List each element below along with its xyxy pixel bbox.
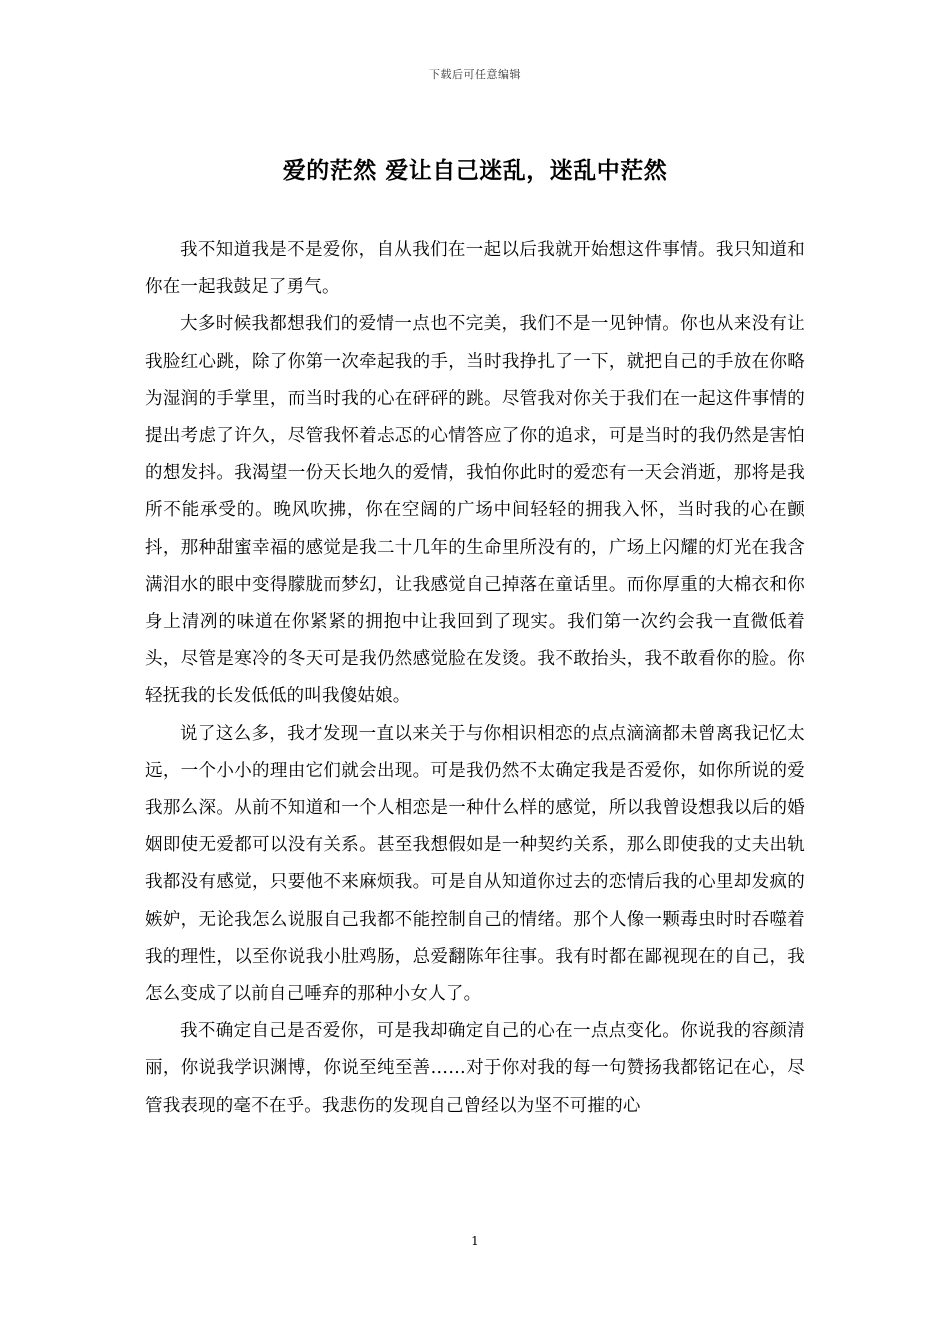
document-title: 爱的茫然 爱让自己迷乱，迷乱中茫然 bbox=[282, 158, 668, 184]
page-number: 1 bbox=[471, 1234, 479, 1248]
paragraph: 我不确定自己是否爱你，可是我却确定自己的心在一点点变化。你说我的容颜清丽，你说我学识渊博，你说至纯至善……对于你对我的每一句赞扬我都铭记在心，尽管我表现的毫不在乎。我悲伤的发现自己曾经以为坚不可摧的心 bbox=[145, 1021, 805, 1116]
paragraph: 我不知道我是不是爱你，自从我们在一起以后我就开始想这件事情。我只知道和你在一起我鼓足了勇气。 bbox=[145, 240, 805, 298]
paragraph: 说了这么多，我才发现一直以来关于与你相识相恋的点点滴滴都未曾离我记忆太远，一个小小的理由它们就会出现。可是我仍然不太确定我是否爱你，如你所说的爱我那么深。从前不知道和一个人相恋是一种什么样的感觉，所以我曾设想我以后的婚姻即使无爱都可以没有关系。甚至我想假如是一种契约关系，那么即使我的丈夫出轨我都没有感觉，只要他不来麻烦我。可是自从知道你过去的恋情后我的心里却发疯的嫉妒，无论我怎么说服自己我都不能控制自己的情绪。那个人像一颗毒虫时时吞噬着我的理性，以至你说我小肚鸡肠，总爱翻陈年往事。我有时都在鄙视现在的自己，我怎么变成了以前自己唾弃的那种小女人了。 bbox=[145, 723, 805, 1005]
header-note: 下载后可任意编辑 bbox=[429, 68, 521, 81]
paragraph: 大多时候我都想我们的爱情一点也不完美，我们不是一见钟情。你也从来没有让我脸红心跳，除了你第一次牵起我的手，当时我挣扎了一下，就把自己的手放在你略为湿润的手掌里，而当时我的心在砰砰的跳。尽管我对你关于我们在一起这件事情的提出考虑了许久，尽管我怀着忐忑的心情答应了你的追求，可是当时的我仍然是害怕的想发抖。我渴望一份天长地久的爱情，我怕你此时的爱恋有一天会消逝，那将是我所不能承受的。晚风吹拂，你在空阔的广场中间轻轻的拥我入怀，当时我的心在颤抖，那种甜蜜幸福的感觉是我二十几年的生命里所没有的，广场上闪耀的灯光在我含满泪水的眼中变得朦胧而梦幻，让我感觉自己掉落在童话里。而你厚重的大棉衣和你身上清冽的味道在你紧紧的拥抱中让我回到了现实。我们第一次约会我一直微低着头，尽管是寒冷的冬天可是我仍然感觉脸在发烫。我不敢抬头，我不敢看你的脸。你轻抚我的长发低低的叫我傻姑娘。 bbox=[145, 314, 805, 707]
document-body bbox=[145, 232, 805, 1125]
